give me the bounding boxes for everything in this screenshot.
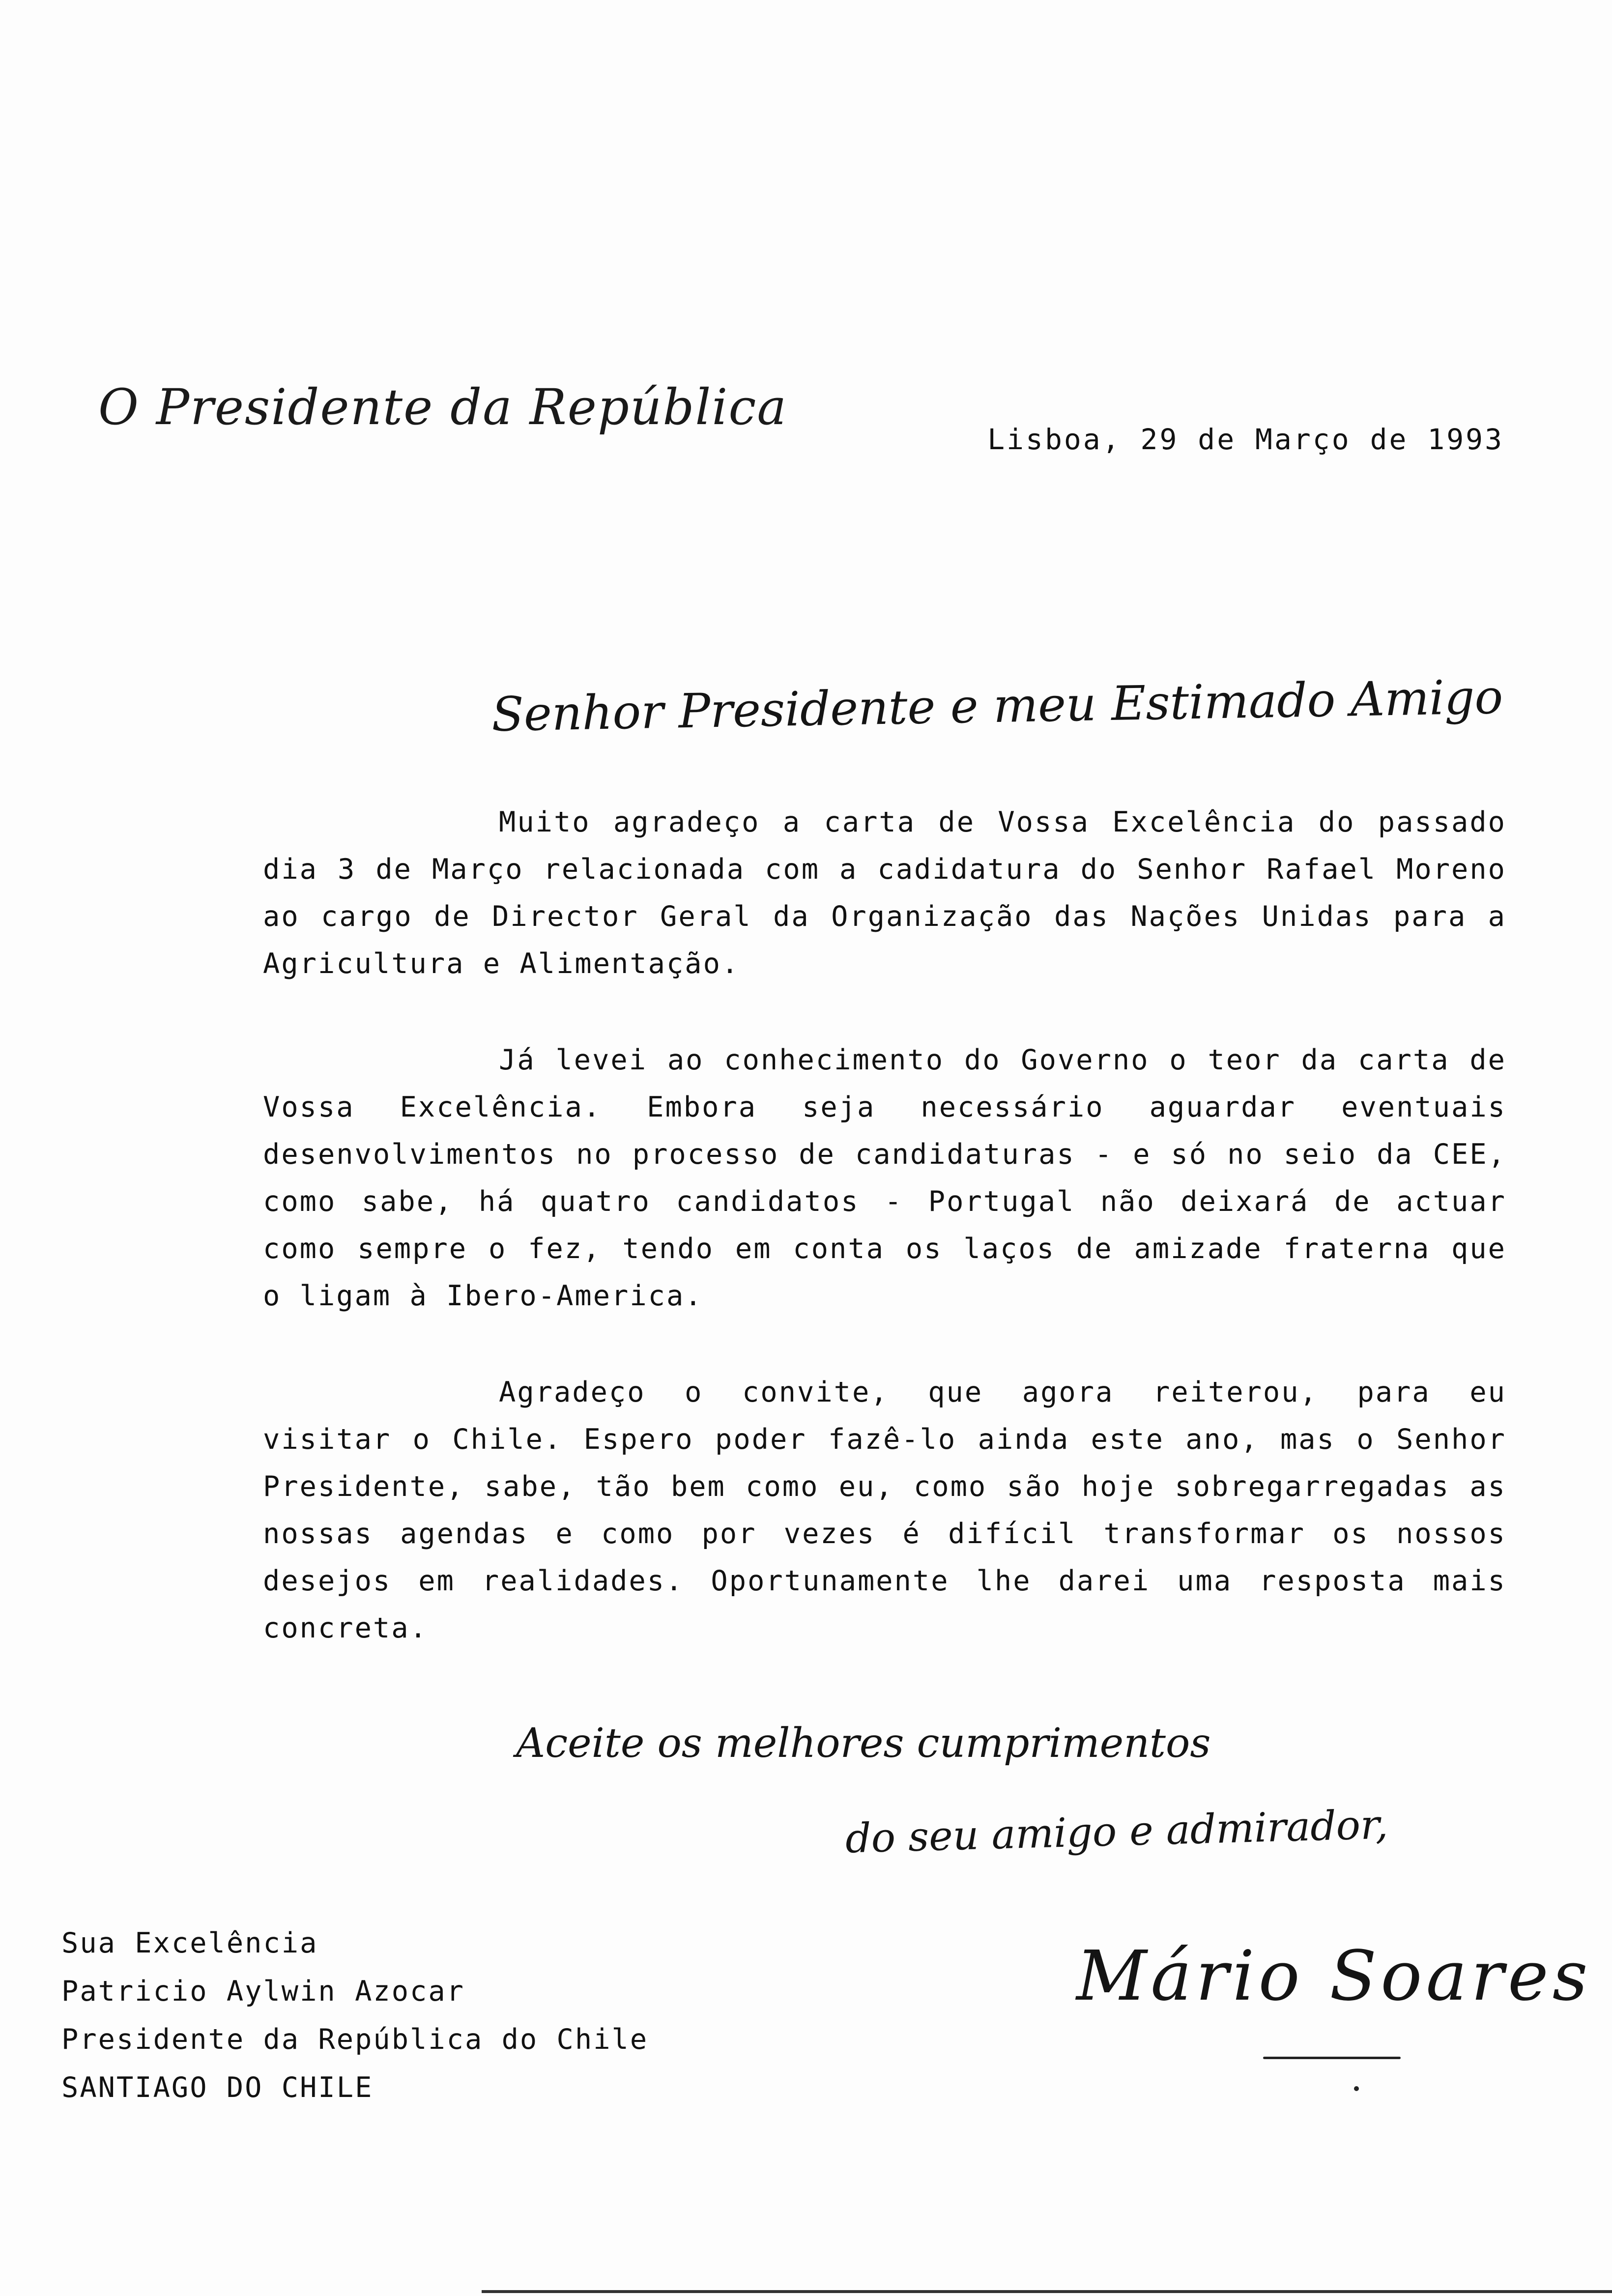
- handwritten-closing-line-2: do seu amigo e admirador,: [844, 1801, 1389, 1863]
- handwritten-closing-line-1: Aceite os melhores cumprimentos: [516, 1720, 1211, 1767]
- dateline: Lisboa, 29 de Março de 1993: [987, 423, 1504, 456]
- body-paragraph-2: Já levei ao conhecimento do Governo o teor da carta de Vossa Excelência. Embora seja necessário aguardar eventuais desenvolvimentos no processo de candidaturas - e só no seio da CEE, como sabe, há quatro candidatos - Portugal não deixará de actuar como sempre o fez, tendo em conta os laços de amizade fraterna que o ligam à Ibero-America.: [263, 1044, 1506, 1312]
- body-paragraph-3: Agradeço o convite, que agora reiterou, para eu visitar o Chile. Espero poder fazê-lo ainda este ano, mas o Senhor Presidente, sabe, tão bem como eu, como são hoje sobregarregadas as nossas agendas e como por vezes é difícil transformar os nossos desejos em realidades. Oportunamente lhe darei uma resposta mais concreta.: [263, 1376, 1506, 1644]
- addressee-line-2: Patricio Aylwin Azocar: [61, 1975, 465, 2008]
- letter-body: [263, 799, 1506, 1701]
- addressee-line-4: SANTIAGO DO CHILE: [61, 2071, 374, 2104]
- signature: Mário Soares: [1076, 1936, 1592, 2016]
- letterhead: O Presidente da República: [98, 378, 788, 436]
- handwritten-salutation: Senhor Presidente e meu Estimado Amigo: [491, 669, 1504, 742]
- signature-underline: [1263, 2057, 1401, 2059]
- addressee-line-3: Presidente da República do Chile: [61, 2023, 649, 2056]
- addressee-line-1: Sua Excelência: [61, 1927, 318, 1959]
- addressee-block: [61, 1919, 648, 2112]
- page-bottom-rule: [482, 2290, 1612, 2293]
- signature-dot: [1354, 2086, 1359, 2091]
- body-paragraph-1: Muito agradeço a carta de Vossa Excelência do passado dia 3 de Março relacionada com a cadidatura do Senhor Rafael Moreno ao cargo de Director Geral da Organização das Nações Unidas para a Agricultura e Alimentação.: [263, 806, 1506, 980]
